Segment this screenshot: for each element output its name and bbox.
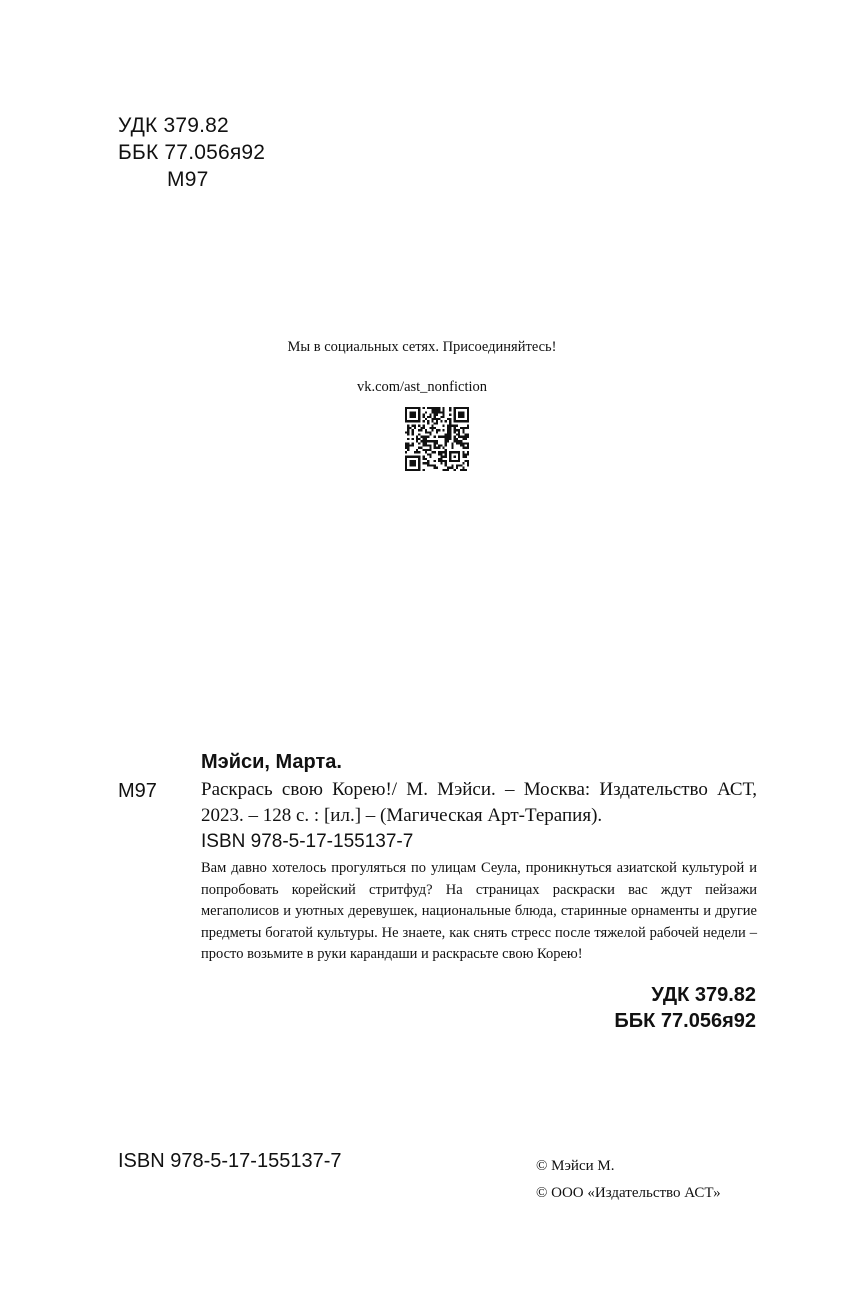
bbk-code: ББК 77.056я92	[118, 141, 266, 164]
classification-block	[118, 112, 265, 193]
social-link[interactable]: vk.com/ast_nonfiction	[356, 379, 488, 395]
copyright-publisher: © ООО «Издательство АСТ»	[536, 1185, 721, 1201]
entry-isbn: ISBN 978-5-17-155137-7	[201, 831, 414, 852]
entry-classification	[614, 982, 756, 1034]
entry-bbk: ББК 77.056я92	[614, 1010, 756, 1032]
author-mark: М97	[167, 168, 209, 191]
footer-isbn: ISBN 978-5-17-155137-7	[118, 1150, 342, 1172]
qr-code-icon[interactable]	[405, 407, 469, 471]
author-name: Мэйси, Марта.	[201, 751, 342, 773]
entry-author-mark: М97	[118, 780, 157, 802]
udk-code: УДК 379.82	[118, 114, 229, 137]
copyright-block	[536, 1153, 721, 1207]
book-description: Раскрась свою Корею!/ М. Мэйси. – Москва: Издательство АСТ, 2023. – 128 с. : [ил.] – (Магическая Арт-Терапия).	[201, 779, 757, 826]
social-title: Мы в социальных сетях. Присоединяйтесь!	[287, 339, 557, 355]
book-annotation: Вам давно хотелось прогуляться по улицам Сеула, проникнуться азиатской культурой и попробовать корейский стритфуд? На страницах раскраски вас ждут пейзажи мегаполисов и уютных деревушек, национальные блюда, старинные орнаменты и другие предметы богатой культуры. Не знаете, как снять стресс после тяжелой рабочей недели – просто возьмите в руки карандаши и раскрасьте свою Корею!	[201, 860, 757, 962]
qr-code-graphic	[405, 407, 469, 471]
copyright-author: © Мэйси М.	[536, 1158, 615, 1174]
entry-udk: УДК 379.82	[651, 984, 756, 1006]
